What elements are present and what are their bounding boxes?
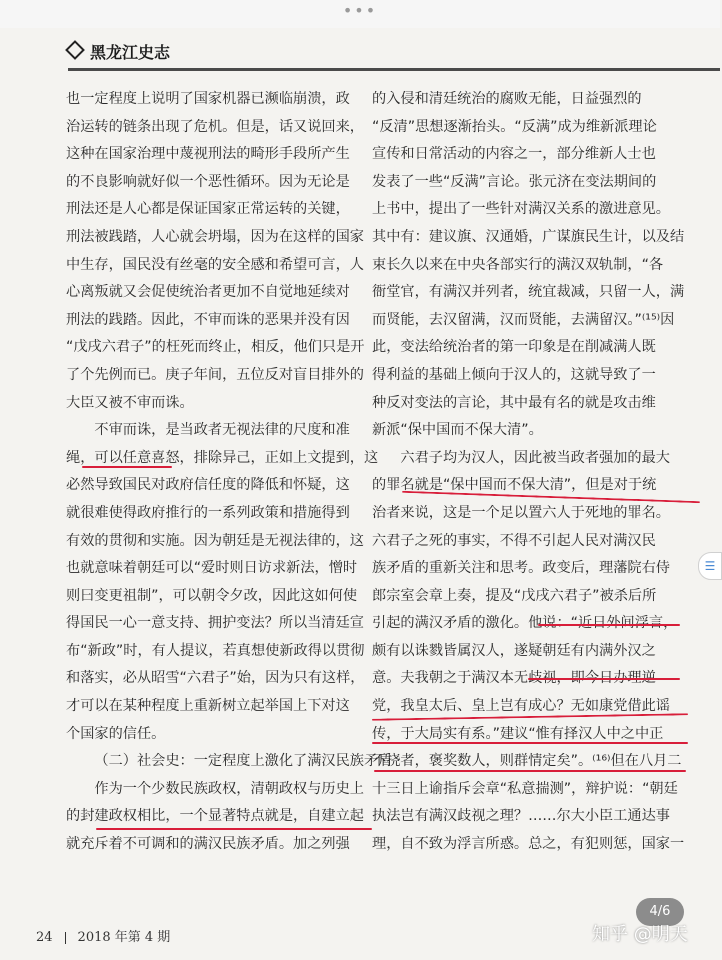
- list-icon[interactable]: ☰: [698, 552, 722, 580]
- section-heading-text: （二）社会史：一定程度上激化了满汉民族矛盾: [94, 753, 393, 770]
- journal-header: [68, 40, 170, 66]
- issue-label: 2018 年第 4 期: [77, 930, 171, 945]
- text-line: 就很难使得政府推行的一系列政策和措施得到: [66, 504, 350, 521]
- text-line: 党，我皇太后、皇上岂有成心？无如康党借此谣: [372, 698, 670, 715]
- text-line: 治运转的链条出现了危机。但是，话又说回来，: [66, 118, 364, 135]
- text-line: 的不良影响就好似一个恶性循环。因为无论是: [66, 173, 350, 190]
- text-line: 此，变法给统治者的第一印象是在削减满人既: [372, 339, 656, 356]
- text-line: 理，自不致为浮言所惑。总之，有犯则惩，国家一: [372, 836, 685, 853]
- page-footer: [36, 926, 170, 945]
- text-line: 刑法还是人心都是保证国家正常运转的关键，: [66, 201, 350, 218]
- text-line: 十三日上谕指斥会章“私意揣测”，辩护说：“朝廷: [372, 780, 678, 797]
- text-line: 刑法被践踏，人心就会坍塌，因为在这样的国家: [66, 228, 364, 245]
- text-line: 也就意味着朝廷可以“爱时则日访求新法，憎时: [66, 560, 358, 577]
- watermark: 知乎 @明天: [592, 924, 688, 945]
- text-line: 这种在国家治理中蔑视刑法的畸形手段所产生: [66, 146, 350, 163]
- text-line: 意。夫我朝之于满汉本无歧视，即今日办理逆: [372, 670, 656, 687]
- text-line: 才可以在某种程度上重新树立起举国上下对这: [66, 698, 350, 715]
- text-line: 和落实，必从昭雪“六君子”始，因为只有这样，: [66, 670, 365, 687]
- text-line: 传，于大局实有系。”建议“惟有择汉人中之中正: [372, 725, 664, 742]
- right-paragraph-2: [372, 445, 685, 859]
- text-line: 治者来说，这是一个足以置六人于死地的罪名。: [372, 504, 670, 521]
- text-line: 引起的满汉矛盾的激化。他说：“近日外间浮言，: [372, 615, 678, 632]
- right-paragraph-1: [372, 86, 685, 445]
- header-rule: [68, 68, 720, 71]
- text-line: 绳，可以任意喜怒，排除异己，正如上文提到，这: [66, 449, 379, 466]
- page-indicator: 4/6: [636, 898, 684, 926]
- page-number: 24: [36, 930, 53, 945]
- annotation-underline: [96, 828, 372, 830]
- text-line: 六君子均为汉人，因此被当政者强加的最大: [400, 449, 670, 466]
- text-line: 族矛盾的重新关注和思考。政变后，理藩院右侍: [372, 560, 670, 577]
- text-line: 必然导致国民对政府信任度的降低和怀疑，这: [66, 477, 350, 494]
- text-line: 束长久以来在中央各部实行的满汉双轨制，“各: [372, 256, 664, 273]
- text-line: 上书中，提出了一些针对满汉关系的激进意见。: [372, 201, 670, 218]
- text-line: 了个先例而已。庚子年间，五位反对盲目排外的: [66, 366, 364, 383]
- text-line: 颇有以诛戮皆属汉人，遂疑朝廷有内满外汉之: [372, 642, 656, 659]
- text-line: 衙堂官，有满汉并列者，统宜裁减，只留一人，满: [372, 284, 685, 301]
- text-line: 刑法的践踏。因此，不审而诛的恶果并没有因: [66, 311, 350, 328]
- text-line: “反清”思想逐渐抬头。“反满”成为维新派理论: [372, 118, 657, 135]
- text-line: 不挠者，褒奖数人，则群情定矣”。⁽¹⁶⁾但在八月二: [372, 753, 682, 770]
- text-line: 的封建政权相比，一个显著特点就是，自建立起: [66, 808, 364, 825]
- text-line: 中生存，国民没有丝毫的安全感和希望可言，人: [66, 256, 364, 273]
- text-line: 的入侵和清廷统治的腐败无能，日益强烈的: [372, 91, 642, 107]
- text-line: 种反对变法的言论，其中最有名的就是攻击维: [372, 394, 656, 411]
- text-line: 布“新政”时，有人提议，若真想使新政得以贯彻: [66, 642, 365, 659]
- more-menu-icon[interactable]: •••: [342, 1, 378, 20]
- text-line: “戊戌六君子”的枉死而终止，相反，他们只是开: [66, 339, 365, 356]
- text-line: 而贤能，去汉留满，汉而贤能，去满留汉。”⁽¹⁵⁾因: [372, 311, 675, 328]
- annotation-underline: [528, 678, 680, 680]
- text-line: 个国家的信任。: [66, 725, 166, 742]
- text-line: 大臣又被不审而诛。: [66, 394, 194, 411]
- text-line: 心离叛就又会促使统治者更加不自觉地延续对: [66, 284, 350, 301]
- text-line: 就充斥着不可调和的满汉民族矛盾。加之列强: [66, 836, 350, 853]
- section-heading: [66, 748, 393, 776]
- text-line: 不审而诛，是当政者无视法律的尺度和准: [94, 422, 350, 439]
- left-paragraph-1: [66, 86, 365, 417]
- text-line: 六君子之死的事实，不得不引起人民对满汉民: [372, 532, 656, 549]
- text-line: 宣传和日常活动的内容之一，部分维新人士也: [372, 146, 656, 163]
- left-column: [66, 86, 393, 859]
- annotation-underline: [82, 466, 172, 468]
- text-line: 执法岂有满汉歧视之理？……尔大小臣工通达事: [372, 808, 670, 825]
- text-line: 郎宗室会章上奏，提及“戊戌六君子”被杀后所: [372, 587, 657, 604]
- text-line: 也一定程度上说明了国家机器已濒临崩溃，政: [66, 91, 350, 107]
- text-line: 的罪名就是“保中国而不保大清”，但是对于统: [372, 477, 657, 494]
- diamond-icon: [65, 40, 85, 60]
- left-paragraph-3: [66, 776, 364, 859]
- annotation-underline: [538, 624, 680, 626]
- text-line: 作为一个少数民族政权，清朝政权与历史上: [94, 780, 364, 797]
- viewer-top-bar: [0, 0, 720, 28]
- journal-title: 黑龙江史志: [90, 43, 171, 62]
- text-line: 有效的贯彻和实施。因为朝廷是无视法律的，这: [66, 532, 364, 549]
- annotation-underline: [374, 770, 686, 772]
- text-line: 新派“保中国而不保大清”。: [372, 422, 543, 439]
- text-line: 发表了一些“反满”言论。张元济在变法期间的: [372, 173, 657, 190]
- text-line: 其中有：建议旗、汉通婚，广谋旗民生计，以及结: [372, 228, 685, 245]
- text-line: 得利益的基础上倾向于汉人的，这就导致了一: [372, 366, 656, 383]
- text-line: 得国民一心一意支持、拥护变法？所以当清廷宣: [66, 615, 364, 632]
- annotation-underline: [372, 742, 688, 744]
- text-line: 则曰变更祖制”，可以朝令夕改，因此这如何使: [66, 587, 358, 604]
- footer-divider: [65, 932, 66, 944]
